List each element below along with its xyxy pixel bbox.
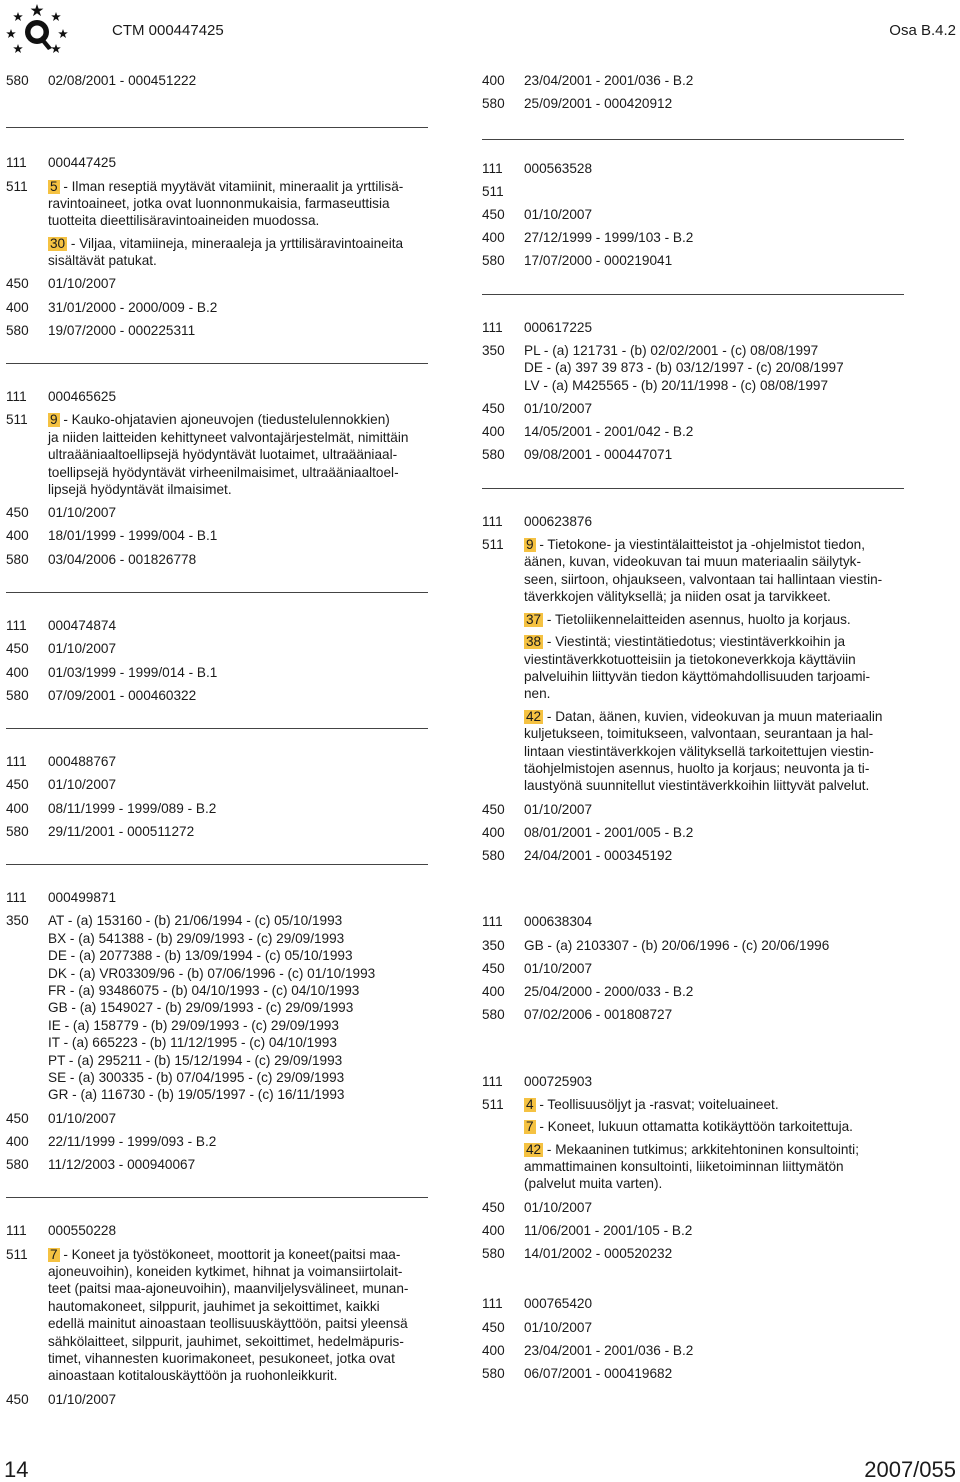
field-code: 111: [6, 890, 27, 906]
trademark-entry: [482, 160, 912, 270]
class-list: [48, 1246, 436, 1385]
field-value: 03/04/2006 - 001826778: [48, 551, 197, 567]
field-row-580: [482, 847, 912, 864]
field-code: 400: [482, 1222, 505, 1238]
field-row-580: [482, 252, 912, 269]
field-code: 511: [482, 1096, 504, 1112]
entry-divider: [482, 488, 904, 489]
entry-divider: [482, 1278, 904, 1279]
class-description: - Kauko-ohjatavien ajoneuvojen (tiedustelulennokkien) ja niiden laitteiden kehittyneet valvontajärjestelmät, nimittäin ultraääniaaltoellipsejä hyödyntävät luotaimet, ultraääniaal- toellipsejä hyödyntävät virheenilmaisimet, ultraääniaaltoel- lipsejä hyödyntävät ilmaisimet.: [48, 412, 409, 498]
trademark-entry: [6, 753, 436, 840]
field-code: 580: [482, 447, 505, 463]
field-value: 14/05/2001 - 2001/042 - B.2: [524, 424, 694, 440]
field-value: 07/02/2006 - 001808727: [524, 1007, 673, 1023]
field-row-400: [6, 1133, 436, 1150]
field-code: 580: [482, 96, 505, 112]
field-row-111: [482, 1295, 912, 1312]
left-column: [6, 72, 436, 1414]
field-row-580: [482, 1365, 912, 1382]
class-description: - Viljaa, vitamiineja, mineraaleja ja yrttilisäravintoaineita sisältävät patukat.: [48, 235, 404, 269]
class-number-badge: 4: [526, 1096, 534, 1112]
field-value: 01/10/2007: [524, 207, 593, 223]
entry-divider: [6, 363, 428, 364]
field-row-580: [482, 95, 912, 112]
field-code: 580: [6, 551, 29, 567]
field-code: 400: [6, 664, 29, 680]
field-row-511: [482, 183, 912, 200]
page-number: 14: [4, 1457, 29, 1482]
class-item: [524, 536, 912, 606]
field-value: 22/11/1999 - 1999/093 - B.2: [48, 1133, 217, 1149]
field-row-511: [6, 178, 436, 270]
field-code: 111: [6, 618, 27, 634]
class-list: [524, 1096, 912, 1193]
class-item: [48, 178, 436, 230]
field-row-450: [482, 1199, 912, 1216]
class-number-badge: 42: [526, 708, 542, 724]
field-value: 07/09/2001 - 000460322: [48, 687, 197, 703]
field-row-450: [6, 275, 436, 292]
field-code: 111: [482, 513, 503, 529]
field-value: 25/04/2000 - 2000/033 - B.2: [524, 983, 694, 999]
field-row-400: [482, 1222, 912, 1239]
class-list: [48, 411, 436, 498]
field-code: 580: [6, 73, 29, 88]
field-value: 01/10/2007: [524, 1199, 593, 1215]
field-value: 06/07/2001 - 000419682: [524, 1366, 673, 1382]
field-value: 000638304: [524, 914, 593, 930]
class-item: [524, 611, 912, 628]
field-row-400: [6, 299, 436, 316]
field-value: 000447425: [48, 155, 117, 171]
field-value: 25/09/2001 - 000420912: [524, 96, 673, 112]
field-row-400: [6, 664, 436, 681]
field-row-580: [6, 322, 436, 339]
field-row-400: [482, 1342, 912, 1359]
field-row-450: [6, 1391, 436, 1408]
field-code: 580: [482, 1246, 505, 1262]
field-code: 400: [482, 424, 505, 440]
class-description: - Koneet ja työstökoneet, moottorit ja koneet(paitsi maa- ajoneuvoihin), koneiden kytkimet, hihnat ja voimansiirtolait- teet (paitsi maa-ajoneuvoihin), maanviljelysvälineet, munan- hautomakoneet, silppurit, jauhimet ja sekoittimet, kaikki edellä mainitut ainoastaan teollisuuskäyttöön, paitsi yleensä sähkölaitteet, silppurit, jauhimet, sekoittimet, hedelmäpuris- timet, vihannesten kuorimakoneet, pesukoneet, jotka ovat ainoastaan kotitalouskäyttöön ja ruohonleikkurit.: [48, 1246, 409, 1384]
field-row-580: [482, 1245, 912, 1262]
field-value: 31/01/2000 - 2000/009 - B.2: [48, 299, 218, 315]
field-code: 450: [482, 1199, 505, 1215]
field-row-111: [6, 1222, 436, 1239]
field-code: 580: [482, 1366, 505, 1382]
entry-divider: [482, 139, 904, 140]
field-row-450: [6, 1110, 436, 1127]
field-code: 580: [6, 1157, 29, 1172]
field-value: 01/10/2007: [48, 641, 117, 657]
field-row-350: [6, 912, 436, 1103]
field-value: 01/10/2007: [48, 276, 117, 292]
class-number-badge: 37: [526, 611, 542, 627]
class-description: - Tietoliikennelaitteiden asennus, huolto ja korjaus.: [546, 611, 851, 627]
field-code: 450: [6, 505, 29, 521]
field-row-450: [482, 1319, 912, 1336]
field-value: 000623876: [524, 513, 593, 529]
field-row-350: [482, 937, 912, 954]
field-value: 01/03/1999 - 1999/014 - B.1: [48, 664, 218, 680]
field-code: 400: [482, 73, 505, 88]
field-code: 580: [6, 823, 29, 839]
field-value: 01/10/2007: [48, 777, 117, 793]
class-item: [524, 1118, 912, 1135]
field-value: 11/06/2001 - 2001/105 - B.2: [524, 1222, 693, 1238]
class-description: - Ilman reseptiä myytävät vitamiinit, mineraalit ja yrttilisä- ravintoaineet, jotka ovat luonnonmukaisia, farmaseuttisia tuotteita dieettilisäravintoaineiden muodossa.: [48, 178, 404, 229]
entry-divider: [482, 1048, 904, 1049]
field-row-450: [6, 776, 436, 793]
trademark-entry: [6, 617, 436, 704]
field-row-400: [6, 800, 436, 817]
ohim-logo-icon: [6, 2, 68, 58]
class-number-badge: 9: [50, 412, 58, 428]
field-value: 17/07/2000 - 000219041: [524, 253, 673, 269]
class-item: [48, 1246, 436, 1385]
field-code: 580: [482, 253, 505, 269]
part-label: Osa B.4.2: [889, 22, 956, 39]
field-code: 450: [6, 641, 29, 657]
field-value: 000499871: [48, 890, 117, 906]
field-row-111: [6, 388, 436, 405]
field-code: 450: [6, 276, 29, 292]
class-item: [48, 411, 436, 498]
field-value: 01/10/2007: [524, 401, 593, 417]
field-value: 000465625: [48, 389, 117, 405]
class-number-badge: 7: [526, 1119, 534, 1135]
field-code: 450: [482, 960, 505, 976]
field-value: 23/04/2001 - 2001/036 - B.2: [524, 1342, 694, 1358]
class-number-badge: 30: [50, 235, 66, 251]
entry-divider: [482, 294, 904, 295]
class-number-badge: 38: [526, 634, 542, 650]
field-row-580: [6, 551, 436, 568]
class-description: - Koneet, lukuun ottamatta kotikäyttöön tarkoitettuja.: [539, 1119, 853, 1135]
document-id: CTM 000447425: [112, 22, 224, 39]
trademark-entry: [6, 1222, 436, 1408]
field-value: 19/07/2000 - 000225311: [48, 322, 196, 338]
field-code: 511: [482, 183, 504, 199]
field-row-580: [482, 446, 912, 463]
field-row-111: [482, 160, 912, 177]
page-header: [0, 0, 960, 60]
class-description: - Mekaaninen tutkimus; arkkitehtoninen konsultointi; ammattimainen konsultointi, liiketoiminnan liittymätön (palvelut muita varten).: [524, 1141, 859, 1192]
field-value: 11/12/2003 - 000940067: [48, 1157, 196, 1172]
field-code: 400: [482, 1342, 505, 1358]
field-code: 111: [482, 914, 503, 930]
field-value: 000488767: [48, 754, 117, 770]
class-item: [524, 708, 912, 795]
field-row-111: [482, 319, 912, 336]
field-row-511: [482, 536, 912, 795]
field-row-400: [6, 527, 436, 544]
field-row-511: [482, 1096, 912, 1193]
entry-divider: [482, 888, 904, 889]
field-code: 580: [6, 322, 29, 338]
class-number-badge: 42: [526, 1141, 542, 1157]
field-code: 111: [482, 1296, 503, 1312]
class-item: [524, 1141, 912, 1193]
field-code: 400: [6, 299, 29, 315]
field-row-580: [482, 1006, 912, 1023]
field-value: 000474874: [48, 618, 117, 634]
field-row-511: [6, 1246, 436, 1385]
class-description: - Teollisuusöljyt ja -rasvat; voiteluaineet.: [539, 1096, 779, 1112]
field-row-450: [6, 504, 436, 521]
class-item: [524, 633, 912, 703]
field-value: 01/10/2007: [524, 960, 593, 976]
class-number-badge: 5: [50, 178, 58, 194]
field-value: 09/08/2001 - 000447071: [524, 447, 673, 463]
field-row-450: [482, 801, 912, 818]
trademark-entry: [6, 388, 436, 568]
field-code: 511: [6, 1246, 28, 1262]
class-description: - Datan, äänen, kuvien, videokuvan ja muun materiaalin kuljetukseen, toimitukseen, valvontaan, seurantaan ja hal- lintaan viestintäverkkojen välityksellä tarkoitettujen viestin- täohjelmistojen asennus, huolto ja korjaus; neuvonta ja ti- laustyönä suunnitellut viestintäverkkoihin liittyvät palvelut.: [524, 708, 883, 794]
trademark-entry: [482, 1073, 912, 1263]
field-code: 111: [6, 1223, 27, 1239]
field-code: 350: [6, 913, 29, 929]
field-row-111: [6, 617, 436, 634]
field-value: 000617225: [524, 319, 593, 335]
field-value: 27/12/1999 - 1999/103 - B.2: [524, 230, 694, 246]
field-value: 23/04/2001 - 2001/036 - B.2: [524, 73, 694, 88]
field-code: 111: [482, 319, 503, 335]
field-value: 14/01/2002 - 000520232: [524, 1246, 673, 1262]
trademark-entry: [6, 889, 436, 1173]
field-code: 400: [6, 800, 29, 816]
field-row-580: [6, 1156, 436, 1173]
field-value: 18/01/1999 - 1999/004 - B.1: [48, 528, 218, 544]
field-row-111: [482, 913, 912, 930]
trademark-entry: [482, 913, 912, 1023]
field-value: 000550228: [48, 1223, 117, 1239]
field-code: 450: [6, 777, 29, 793]
trademark-entry: [6, 154, 436, 339]
field-row-111: [482, 513, 912, 530]
field-code: 580: [482, 1007, 505, 1023]
field-row-400: [482, 72, 912, 89]
field-value: 08/11/1999 - 1999/089 - B.2: [48, 800, 217, 816]
field-code: 450: [482, 1319, 505, 1335]
field-row-400: [482, 983, 912, 1000]
field-row-111: [6, 154, 436, 171]
field-code: 450: [6, 1391, 29, 1407]
field-row-400: [482, 423, 912, 440]
field-value: GB - (a) 2103307 - (b) 20/06/1996 - (c) 20/06/1996: [524, 937, 830, 953]
field-code: 111: [6, 754, 27, 770]
field-value: 29/11/2001 - 000511272: [48, 823, 195, 839]
issue-number: 2007/055: [864, 1457, 956, 1482]
field-code: 111: [6, 155, 27, 171]
field-code: 511: [6, 412, 28, 428]
field-code: 111: [482, 1073, 503, 1089]
trademark-entry: [482, 1295, 912, 1382]
field-row-450: [6, 640, 436, 657]
field-row-580: [6, 823, 436, 840]
field-value: 01/10/2007: [524, 1319, 593, 1335]
class-description: - Tietokone- ja viestintälaitteistot ja -ohjelmistot tiedon, äänen, kuvan, videokuvan tai muun materiaalin säilytyk- seen, siirtoon, ohjaukseen, valvontaan tai hallintaan viestin- täverkkojen välityksellä; ja niiden osat ja tarvikkeet.: [524, 537, 883, 605]
field-code: 400: [482, 230, 505, 246]
field-row-450: [482, 206, 912, 223]
field-code: 580: [482, 847, 505, 863]
field-code: 511: [6, 178, 28, 194]
field-value: AT - (a) 153160 - (b) 21/06/1994 - (c) 05/10/1993 BX - (a) 541388 - (b) 29/09/1993 - (c) 29/09/1993 DE - (a) 2077388 - (b) 13/09/1994 - (c) 05/10/1993 DK - (a) VR03309/96 - (b) 07/06/1996 - (c) 01/10/1993 FR - (a) 93486075 - (b) 04/10/1993 - (c) 04/10/1993 GB - (a) 1549027 - (b) 29/09/1993 - (c) 29/09/1993 IE - (a) 158779 - (b) 29/09/1993 - (c) 29/09/1993 IT - (a) 665223 - (b) 11/12/1995 - (c) 04/10/1993 PT - (a) 295211 - (b) 15/12/1994 - (c) 29/09/1993 SE - (a) 300335 - (b) 07/04/1995 - (c) 29/09/1993 GR - (a) 116730 - (b) 19/05/1997 - (c) 16/11/1993: [48, 913, 376, 1103]
field-code: 580: [6, 687, 29, 703]
field-value: 000563528: [524, 160, 593, 176]
field-value: 08/01/2001 - 2001/005 - B.2: [524, 824, 694, 840]
field-value: 02/08/2001 - 000451222: [48, 73, 197, 88]
field-row-111: [6, 753, 436, 770]
class-item: [524, 1096, 912, 1113]
class-list: [48, 178, 436, 270]
trademark-entry: [482, 513, 912, 865]
field-row-450: [482, 960, 912, 977]
field-code: 400: [6, 528, 29, 544]
field-row-580: [6, 687, 436, 704]
class-item: [48, 235, 436, 270]
class-number-badge: 9: [526, 537, 534, 553]
field-code: 111: [482, 160, 503, 176]
entry-divider: [6, 864, 428, 865]
field-value: 01/10/2007: [48, 505, 117, 521]
field-code: 400: [482, 824, 505, 840]
field-row-511: [6, 411, 436, 498]
field-code: 400: [6, 1133, 29, 1149]
class-number-badge: 7: [50, 1246, 58, 1262]
field-value: 24/04/2001 - 000345192: [524, 847, 673, 863]
field-code: 111: [6, 389, 27, 405]
field-code: 400: [482, 983, 505, 999]
field-value: 01/10/2007: [48, 1391, 117, 1407]
field-value: 01/10/2007: [524, 801, 593, 817]
field-code: 450: [482, 207, 505, 223]
field-value: 000725903: [524, 1073, 593, 1089]
field-row-111: [6, 889, 436, 906]
field-value: 000765420: [524, 1296, 593, 1312]
entry-divider: [6, 592, 428, 593]
field-code: 450: [6, 1110, 29, 1126]
field-row-400: [482, 229, 912, 246]
trademark-entry: [482, 319, 912, 464]
entry-divider: [6, 1197, 428, 1198]
field-code: 350: [482, 343, 505, 359]
field-code: 511: [482, 537, 504, 553]
field-row-580: [6, 72, 436, 89]
field-value: 01/10/2007: [48, 1110, 117, 1126]
field-value: PL - (a) 121731 - (b) 02/02/2001 - (c) 08/08/1997 DE - (a) 397 39 873 - (b) 03/12/1997 - (c) 20/08/1997 LV - (a) M425565 - (b) 20/11/1998 - (c) 08/08/1997: [524, 343, 844, 393]
field-row-111: [482, 1073, 912, 1090]
class-list: [524, 536, 912, 795]
right-column: [482, 72, 912, 1388]
field-code: 350: [482, 937, 505, 953]
field-row-350: [482, 342, 912, 394]
field-code: 450: [482, 801, 505, 817]
entry-divider: [6, 127, 428, 128]
field-row-450: [482, 400, 912, 417]
field-row-400: [482, 824, 912, 841]
class-description: - Viestintä; viestintätiedotus; viestintäverkkoihin ja viestintäverkkotuotteisiin ja tietokoneverkkoja käyttäviin palveluihin liittyvän tiedon käyttömahdollisuuden tarjoami- nen.: [524, 634, 871, 702]
entry-divider: [6, 728, 428, 729]
field-code: 450: [482, 401, 505, 417]
